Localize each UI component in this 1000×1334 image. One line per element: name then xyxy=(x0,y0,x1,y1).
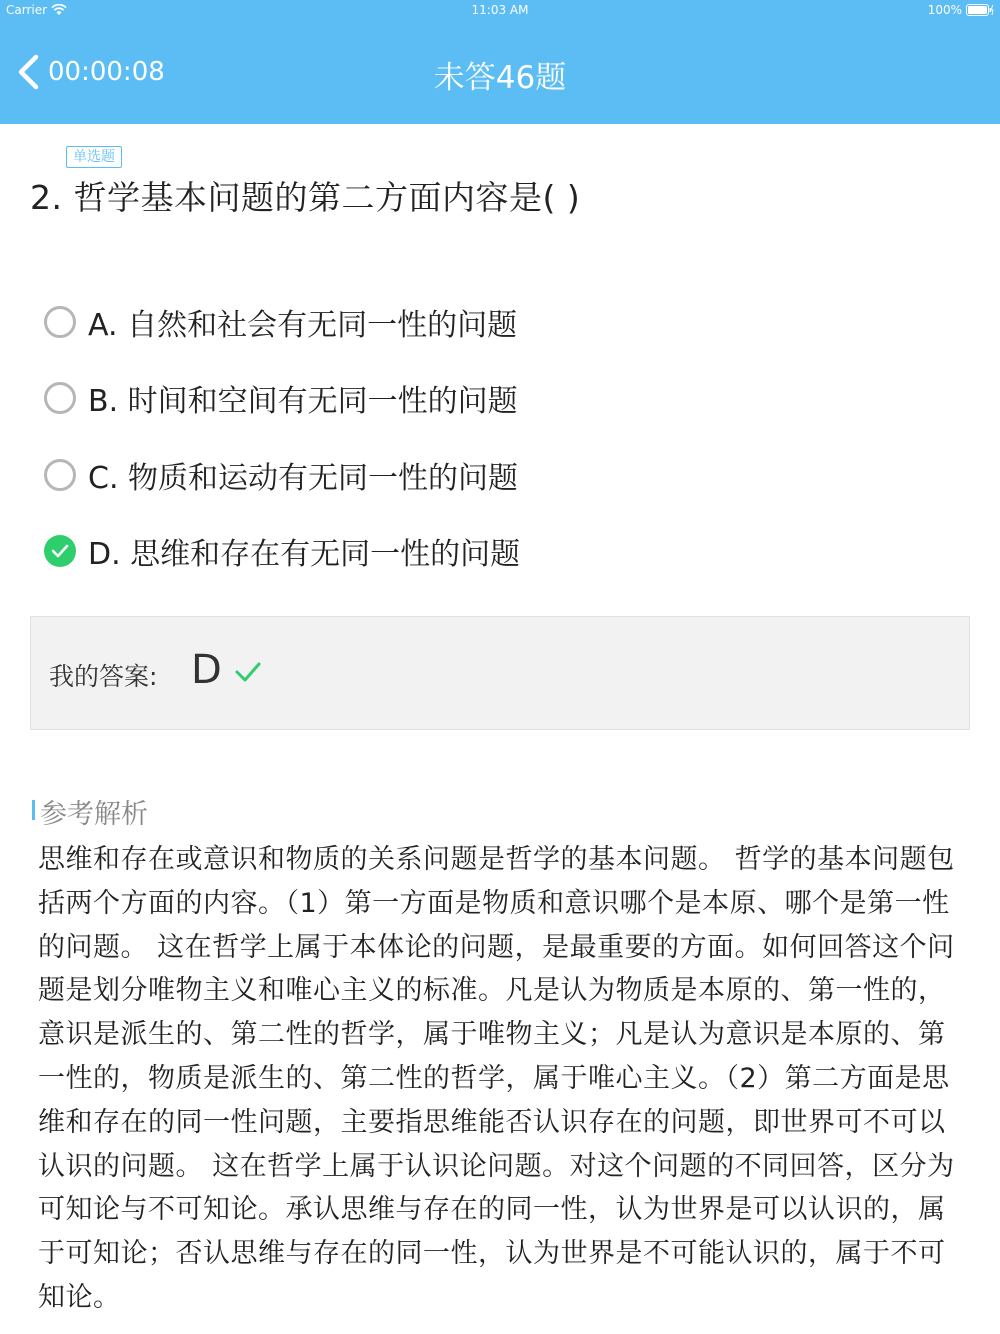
option-a[interactable] xyxy=(44,300,517,344)
option-label: C. 物质和运动有无同一性的问题 xyxy=(88,461,519,496)
status-battery xyxy=(928,3,994,17)
battery-icon xyxy=(966,4,994,16)
nav-bar xyxy=(0,36,1000,108)
checkmark-circle-icon[interactable] xyxy=(44,535,76,567)
option-label: B. 时间和空间有无同一性的问题 xyxy=(88,384,518,419)
analysis-title: 参考解析 xyxy=(40,799,148,830)
radio-unchecked-icon[interactable] xyxy=(44,382,76,414)
option-b[interactable] xyxy=(44,376,518,420)
page-title: 未答46题 xyxy=(433,60,567,96)
status-time: 11:03 AM xyxy=(471,3,529,17)
question-type-badge: 单选题 xyxy=(66,146,122,168)
checkmark-icon xyxy=(51,544,69,558)
option-label: A. 自然和社会有无同一性的问题 xyxy=(88,308,518,343)
option-label: D. 思维和存在有无同一性的问题 xyxy=(88,537,521,572)
question-title: 2. 哲学基本问题的第二方面内容是( ) xyxy=(30,178,581,217)
header xyxy=(0,0,1000,124)
analysis-accent-bar xyxy=(32,800,35,820)
analysis-text: 思维和存在或意识和物质的关系问题是哲学的基本问题。 哲学的基本问题包括两个方面的内容。（1）第一方面是物质和意识哪个是本原、哪个是第一性的问题。 这在哲学上属于本体论的问题，是最重要的方面。如何回答这个问题是划分唯物主义和唯心主义的标准。凡是认为物质是本原的、第一性的，意识是派生的、第二性的哲学，属于唯物主义；凡是认为意识是本原的、第一性的，物质是派生的、第二性的哲学，属于唯心主义。（2）第二方面是思维和存在的同一性问题，主要指思维能否认识存在的问题，即世界可不可以认识的问题。 这在哲学上属于认识论问题。对这个问题的不同回答，区分为可知论与不可知论。承认思维与存在的同一性，认为世界是可以认识的，属于可知论；否认思维与存在的同一性，认为世界是不可能认识的，属于不可知论。 xyxy=(38,844,955,1313)
radio-unchecked-icon[interactable] xyxy=(44,306,76,338)
radio-unchecked-icon[interactable] xyxy=(44,459,76,491)
battery-percentage: 100% xyxy=(927,3,962,17)
my-answer-box xyxy=(30,616,970,730)
my-answer-value: D xyxy=(191,647,222,693)
checkmark-icon xyxy=(235,661,261,683)
elapsed-timer: 00:00:08 xyxy=(48,57,165,87)
option-d[interactable] xyxy=(44,529,520,573)
option-c[interactable] xyxy=(44,453,518,497)
carrier-label: Carrier xyxy=(6,3,48,17)
status-bar xyxy=(0,0,1000,22)
my-answer-label: 我的答案: xyxy=(49,662,158,691)
